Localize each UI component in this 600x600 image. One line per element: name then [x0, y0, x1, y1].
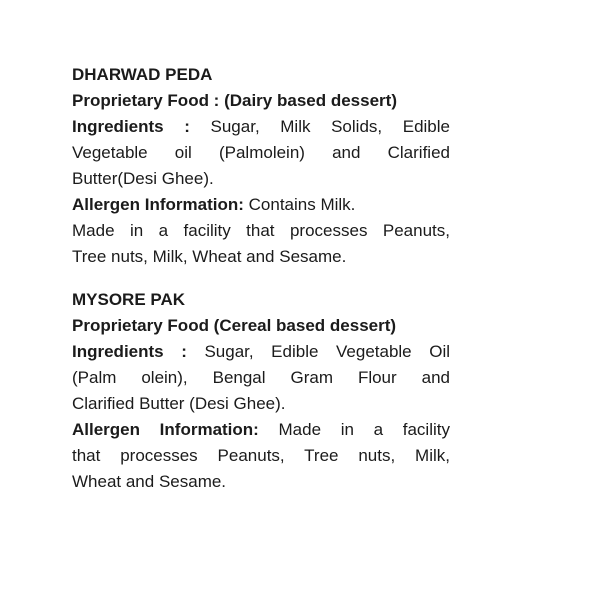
product-section-mysore-pak: [72, 287, 450, 495]
facility-line-2: Tree nuts, Milk, Wheat and Sesame.: [72, 247, 347, 266]
facility-line-1: Made in a facility that processes Peanuts,: [72, 221, 450, 240]
allergen-line-3: Wheat and Sesame.: [72, 472, 227, 491]
product-name: DHARWAD PEDA: [72, 65, 213, 84]
product-category: Proprietary Food : (Dairy based dessert): [72, 91, 397, 110]
product-category: Proprietary Food (Cereal based dessert): [72, 316, 397, 335]
product-name: MYSORE PAK: [72, 290, 186, 309]
ingredients-line-1: [72, 339, 450, 365]
product-section-dharwad-peda: [72, 62, 450, 270]
ingredients-line-1: [72, 114, 450, 140]
product-info-document: [72, 62, 450, 495]
allergen-text: Contains Milk.: [248, 195, 356, 214]
ingredients-line-3: Clarified Butter (Desi Ghee).: [72, 394, 286, 413]
allergen-label: Allergen Information:: [72, 195, 244, 214]
ingredients-line-2: Vegetable oil (Palmolein) and Clarified: [72, 143, 450, 162]
allergen-line-2: that processes Peanuts, Tree nuts, Milk,: [72, 446, 450, 465]
ingredients-line-3: Butter(Desi Ghee).: [72, 169, 214, 188]
allergen-line: [72, 192, 450, 218]
ingredients-label: Ingredients :: [72, 342, 187, 361]
allergen-label: Allergen Information:: [72, 420, 259, 439]
ingredients-text: Sugar, Milk Solids, Edible: [210, 117, 450, 136]
allergen-text: Made in a facility: [278, 420, 450, 439]
ingredients-text: Sugar, Edible Vegetable Oil: [204, 342, 450, 361]
ingredients-label: Ingredients :: [72, 117, 190, 136]
ingredients-line-2: (Palm olein), Bengal Gram Flour and: [72, 368, 450, 387]
allergen-line-1: [72, 417, 450, 443]
